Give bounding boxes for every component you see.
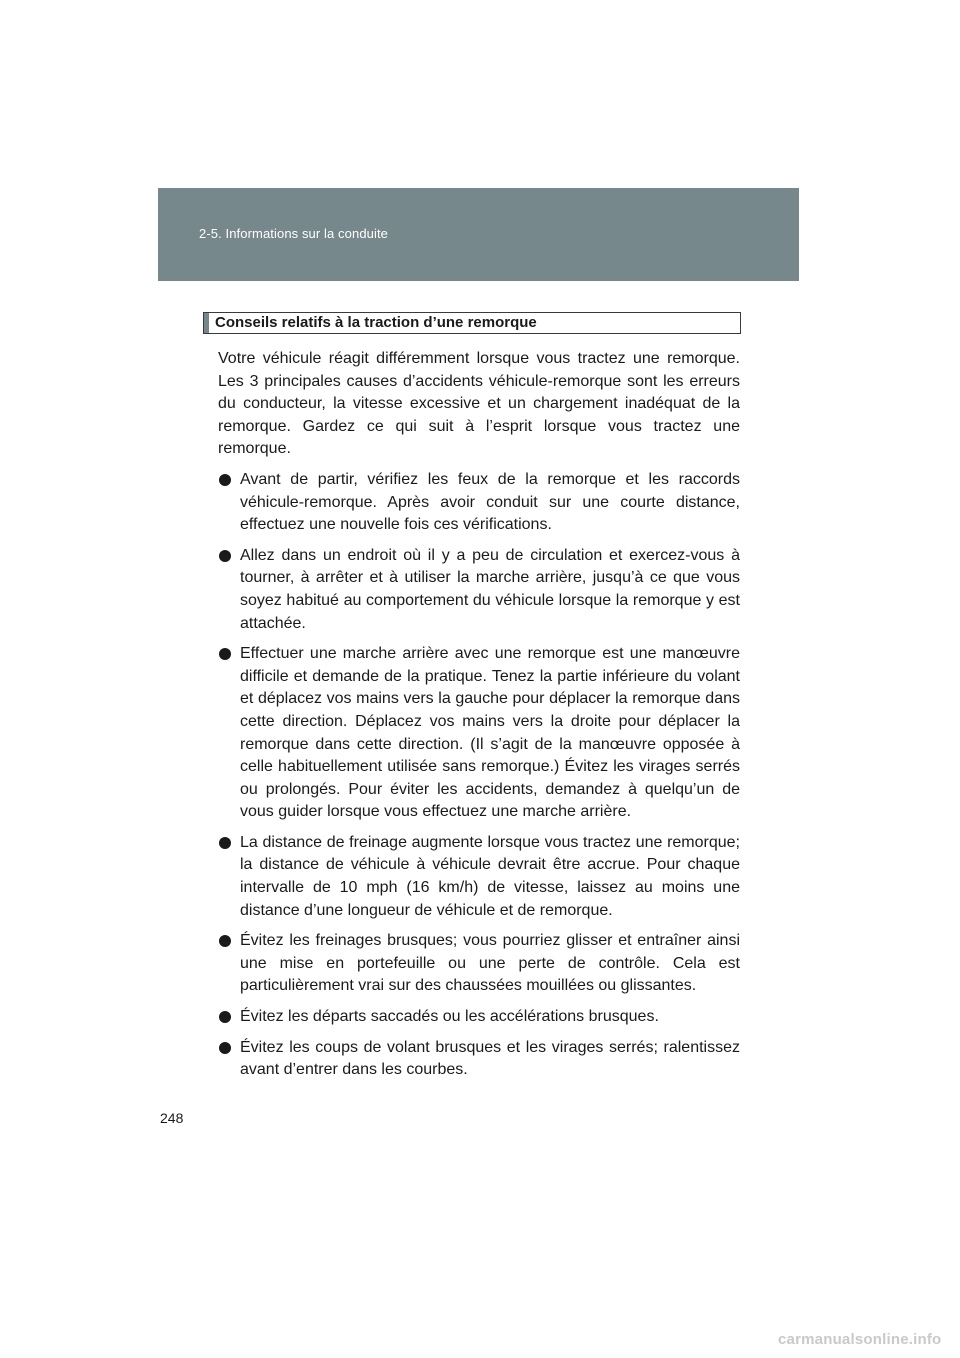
- bullet-text: Évitez les départs saccadés ou les accélérations brusques.: [240, 1008, 659, 1026]
- intro-paragraph: Votre véhicule réagit différemment lorsque vous tractez une remorque. Les 3 principales causes d’accidents véhicule-remorque sont les erreurs du conducteur, la vitesse excessive et un chargement inadéquat de la remorque. Gardez ce qui suit à l’esprit lorsque vous tractez une remorque.: [218, 350, 740, 458]
- bullet-item: [218, 643, 740, 824]
- page-number: 248: [160, 1110, 184, 1126]
- bullet-dot-icon: [219, 1011, 231, 1023]
- bullet-dot-icon: [219, 474, 231, 486]
- section-title-box: [203, 312, 741, 334]
- bullet-item: [218, 469, 740, 537]
- bullet-item: [218, 1037, 740, 1082]
- bullet-dot-icon: [219, 1042, 231, 1054]
- watermark: carmanualsonline.info: [778, 1331, 942, 1348]
- bullet-item: [218, 1006, 740, 1029]
- bullet-text: Effectuer une marche arrière avec une remorque est une manœuvre difficile et demande de la pratique. Tenez la partie inférieure du volant et déplacez vos mains vers la gauche pour déplacer la remorque dans cette direction. Déplacez vos mains vers la droite pour déplacer la remorque dans cette direction. (Il s’agit de la manœuvre opposée à celle habituellement utilisée sans remorque.) Évitez les virages serrés ou prolongés. Pour éviter les accidents, demandez à quelqu’un de vous guider lorsque vous effectuez une marche arrière.: [240, 645, 740, 821]
- bullet-text: Allez dans un endroit où il y a peu de circulation et exercez-vous à tourner, à arrêter et à utiliser la marche arrière, jusqu’à ce que vous soyez habitué au comportement du véhicule lorsque la remorque y est attachée.: [240, 546, 740, 632]
- bullet-item: [218, 545, 740, 635]
- bullet-dot-icon: [219, 935, 231, 947]
- bullet-dot-icon: [219, 550, 231, 562]
- section-title-accent-bar: [204, 313, 209, 333]
- bullet-dot-icon: [219, 837, 231, 849]
- section-body: [218, 348, 740, 1090]
- bullet-dot-icon: [219, 648, 231, 660]
- bullet-text: Avant de partir, vérifiez les feux de la remorque et les raccords véhicule-remorque. Après avoir conduit sur une courte distance, effectuez une nouvelle fois ces vérifications.: [240, 470, 740, 534]
- bullet-item: [218, 832, 740, 922]
- section-title: Conseils relatifs à la traction d’une remorque: [215, 314, 537, 331]
- bullet-text: Évitez les coups de volant brusques et les virages serrés; ralentissez avant d’entrer dans les courbes.: [240, 1038, 740, 1079]
- chapter-breadcrumb: 2-5. Informations sur la conduite: [199, 226, 389, 241]
- chapter-header-band: [158, 188, 799, 281]
- bullet-text: Évitez les freinages brusques; vous pourriez glisser et entraîner ainsi une mise en portefeuille ou une perte de contrôle. Cela est particulièrement vrai sur des chaussées mouillées ou glissantes.: [240, 932, 740, 995]
- bullet-item: [218, 930, 740, 998]
- bullet-text: La distance de freinage augmente lorsque vous tractez une remorque; la distance de véhicule à véhicule devrait être accrue. Pour chaque intervalle de 10 mph (16 km/h) de vitesse, laissez au moins une distance d’une longueur de véhicule et de remorque.: [240, 833, 740, 919]
